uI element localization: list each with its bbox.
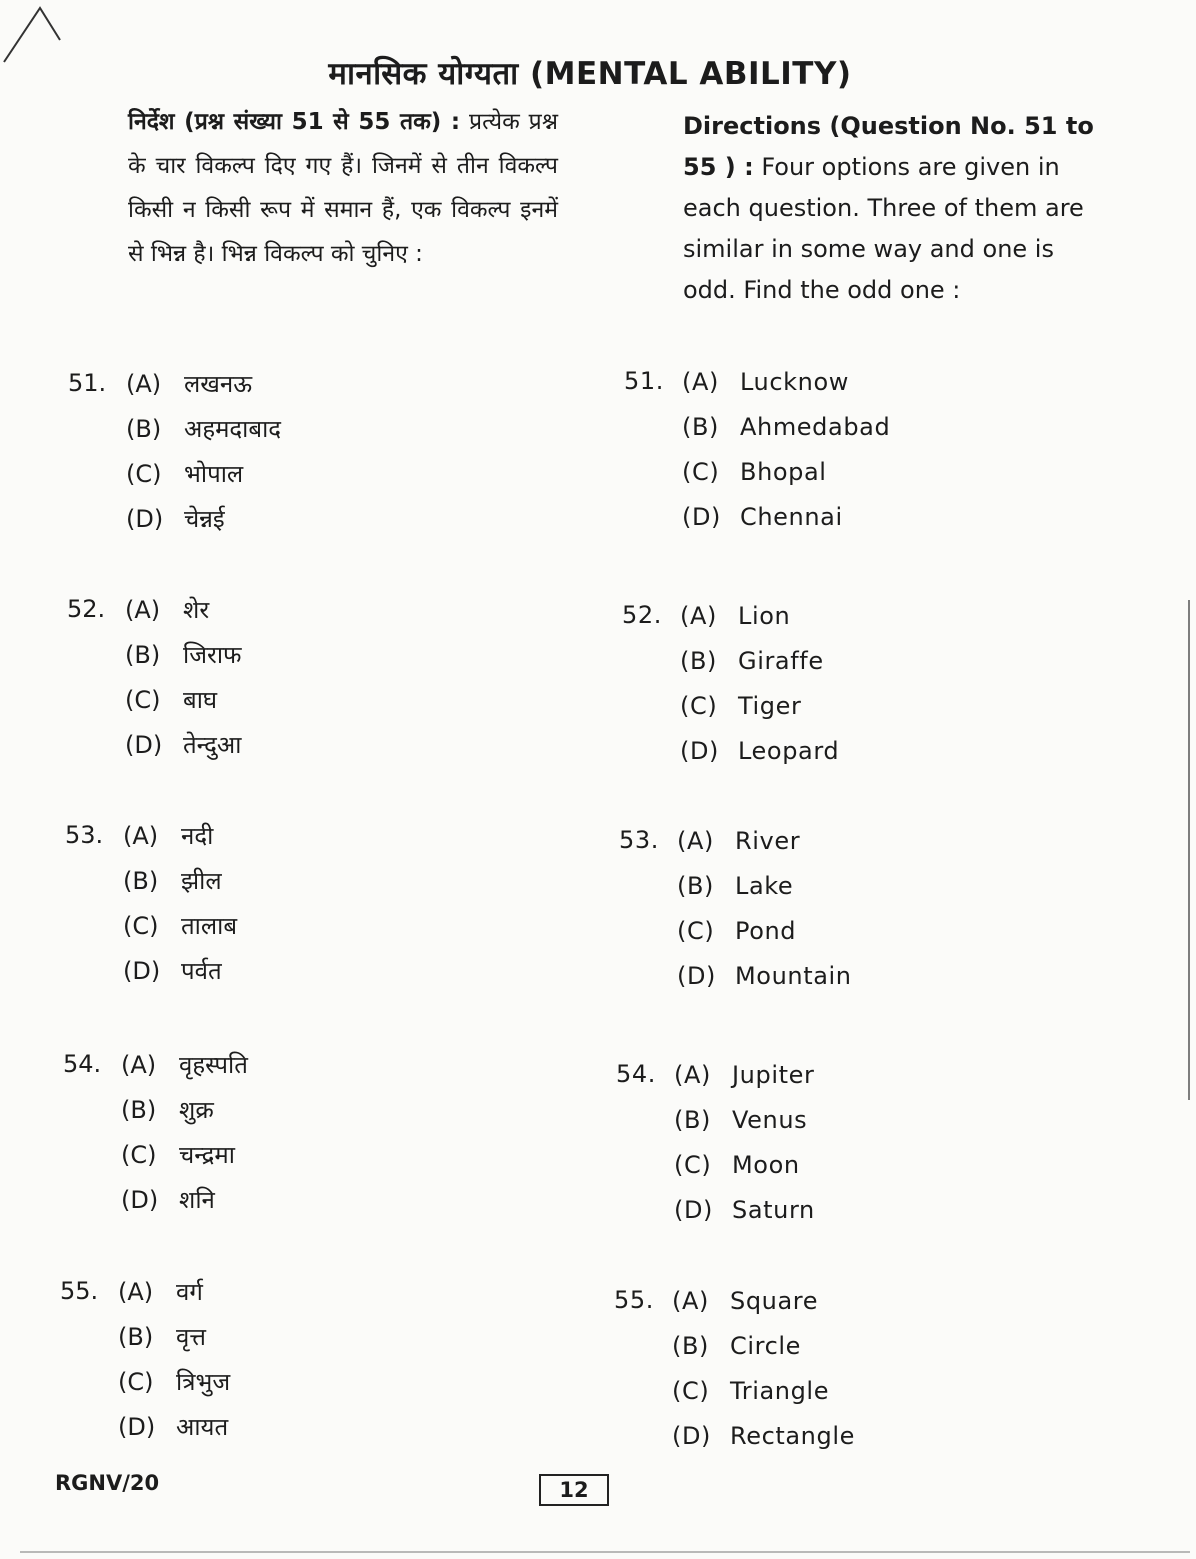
question-number: 51. <box>624 367 664 395</box>
option-d: (D) पर्वत <box>123 957 222 985</box>
option-c: (C) त्रिभुज <box>118 1368 231 1396</box>
option-d: (D) Chennai <box>682 503 843 531</box>
option-c: (C) बाघ <box>125 686 218 714</box>
option-b: (B) वृत्त <box>118 1323 206 1351</box>
paper-code: RGNV/20 <box>55 1471 160 1495</box>
page-title: मानसिक योग्यता (MENTAL ABILITY) <box>328 56 852 92</box>
option-c: (C) तालाब <box>123 912 238 940</box>
option-a: (A) Lucknow <box>682 368 849 396</box>
option-b: (B) Lake <box>677 872 794 900</box>
directions-english <box>683 106 1113 311</box>
option-b: (B) अहमदाबाद <box>126 415 282 443</box>
question-number: 53. <box>65 821 104 849</box>
option-b: (B) Ahmedabad <box>682 413 891 441</box>
option-a: (A) शेर <box>125 596 210 624</box>
directions-hindi-text: प्रत्येक प्रश्न के चार विकल्प दिए गए हैं। जिनमें से तीन विकल्प किसी न किसी रूप में समान हैं, एक विकल्प इनमें से भिन्न है। भिन्न विकल्प को चुनिए : <box>128 109 559 267</box>
option-d: (D) चेन्नई <box>126 505 225 533</box>
option-d: (D) Rectangle <box>672 1422 855 1450</box>
question-number: 55. <box>614 1286 654 1314</box>
option-a: (A) वृहस्पति <box>121 1051 248 1079</box>
option-b: (B) झील <box>123 867 222 895</box>
option-b: (B) Venus <box>674 1106 808 1134</box>
directions-hindi-lead: निर्देश (प्रश्न संख्या 51 से 55 तक) : <box>128 109 461 135</box>
option-a: (A) वर्ग <box>118 1278 203 1306</box>
question-number: 52. <box>622 601 662 629</box>
directions-english-text: Four options are given in each question. Three of them are similar in some way and one is odd. Find the odd one : <box>683 153 1084 304</box>
option-d: (D) Saturn <box>674 1196 815 1224</box>
question-number: 53. <box>619 826 659 854</box>
question-number: 54. <box>616 1060 656 1088</box>
directions-english-lead: Directions (Question No. 51 to 55 ) : <box>683 112 1094 181</box>
option-d: (D) आयत <box>118 1413 229 1441</box>
option-c: (C) Bhopal <box>682 458 827 486</box>
option-b: (B) Giraffe <box>680 647 824 675</box>
option-a: (A) Square <box>672 1287 819 1315</box>
option-c: (C) भोपाल <box>126 460 244 488</box>
option-a: (A) लखनऊ <box>126 370 253 398</box>
question-number: 54. <box>63 1050 102 1078</box>
option-a: (A) Jupiter <box>674 1061 815 1089</box>
option-a: (A) Lion <box>680 602 791 630</box>
question-number: 52. <box>67 595 106 623</box>
option-b: (B) Circle <box>672 1332 801 1360</box>
option-d: (D) Leopard <box>680 737 840 765</box>
question-number: 51. <box>68 369 107 397</box>
option-d: (D) शनि <box>121 1186 215 1214</box>
option-c: (C) चन्द्रमा <box>121 1141 235 1169</box>
page-number: 12 <box>539 1474 609 1506</box>
bottom-edge-line <box>0 1548 1196 1556</box>
right-edge-line <box>1183 600 1195 1100</box>
option-a: (A) नदी <box>123 822 214 850</box>
option-b: (B) शुक्र <box>121 1096 214 1124</box>
option-b: (B) जिराफ <box>125 641 242 669</box>
directions-hindi <box>128 100 558 276</box>
option-d: (D) तेन्दुआ <box>125 731 242 759</box>
option-c: (C) Triangle <box>672 1377 830 1405</box>
option-c: (C) Tiger <box>680 692 802 720</box>
option-a: (A) River <box>677 827 801 855</box>
option-c: (C) Pond <box>677 917 797 945</box>
question-number: 55. <box>60 1277 99 1305</box>
option-d: (D) Mountain <box>677 962 852 990</box>
option-c: (C) Moon <box>674 1151 800 1179</box>
